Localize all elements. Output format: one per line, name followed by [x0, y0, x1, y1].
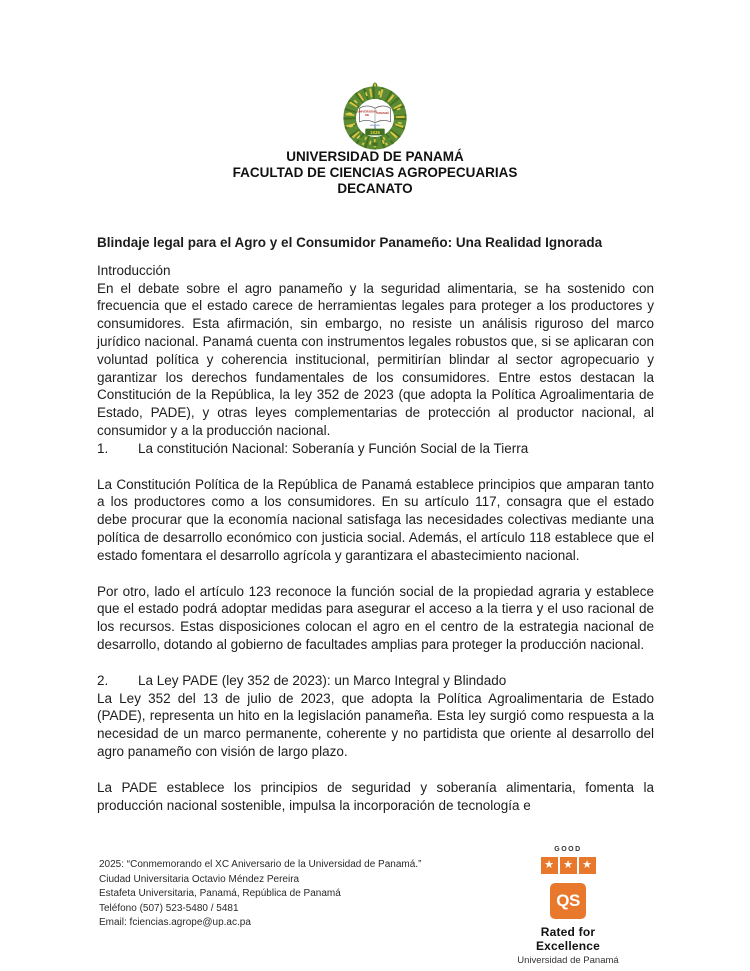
- section-number-1: 1.: [97, 440, 109, 456]
- star-icon: ★: [541, 857, 558, 874]
- letterhead-university: UNIVERSIDAD DE PANAMÁ: [286, 149, 464, 164]
- paragraph-article-123: Por otro, lado el artículo 123 reconoce la función social de la propiedad agraria y establece que el estado podrá adoptar medidas para asegurar el acceso a la tierra y el uso racional de los recursos. Estas disposiciones colocan el agro en el centro de la estrategia nacional de desarrollo, dotando al gobierno de facultades amplias para proteger la producción nacional.: [97, 583, 654, 652]
- paragraph-ley-352: La Ley 352 del 13 de julio de 2023, que adopta la Política Agroalimentaria de Estado (PADE), representa un hito en la legislación panameña. Esta ley surgió como respuesta a la necesidad de un marco permanente, coherente y no partidista que oriente al desarrollo del agro panameño con visión de largo plazo.: [97, 690, 654, 759]
- footer-email-line: Email: fciencias.agrope@up.ac.pa: [99, 917, 251, 929]
- qs-stars-row: [508, 857, 628, 874]
- letterhead-office: DECANATO: [337, 181, 413, 196]
- star-icon: ★: [560, 857, 577, 874]
- seal-book-line3: PANAMÁ: [376, 111, 390, 116]
- qs-org-label: Universidad de Panamá: [517, 955, 619, 966]
- seal-year: 1935: [370, 129, 380, 135]
- footer-phone-line: Teléfono (507) 523-5480 / 5481: [99, 902, 239, 914]
- section-number-2: 2.: [97, 672, 109, 688]
- university-seal: [0, 82, 750, 155]
- qs-rating-badge: [508, 846, 628, 966]
- seal-book-line1: UNIVERSIDAD: [357, 109, 378, 114]
- section-heading-2: La Ley PADE (ley 352 de 2023): un Marco Integral y Blindado: [138, 672, 507, 688]
- qs-rated-label: Rated for Excellence: [535, 925, 601, 953]
- paragraph-pade: La PADE establece los principios de seguridad y soberanía alimentaria, fomenta la producción nacional sostenible, impulsa la incorporación de tecnología e: [97, 779, 654, 813]
- qs-rating-label: GOOD: [554, 846, 582, 853]
- document-body: [97, 234, 654, 814]
- footer-contact: [99, 858, 499, 931]
- section-item-1: [97, 440, 654, 458]
- letterhead-faculty: FACULTAD DE CIENCIAS AGROPECUARIAS: [232, 165, 518, 180]
- qs-logo-icon: QS: [550, 883, 586, 919]
- section-heading-1: La constitución Nacional: Soberanía y Función Social de la Tierra: [138, 440, 529, 456]
- section-item-2: [97, 672, 654, 690]
- document-title: Blindaje legal para el Agro y el Consumidor Panameño: Una Realidad Ignorada: [97, 235, 603, 250]
- paragraph-introduction: En el debate sobre el agro panameño y la seguridad alimentaria, se ha sostenido con frecuencia que el estado carece de herramientas legales para proteger a los productores y consumidores. Esta afirmación, sin embargo, no resiste un análisis riguroso del marco jurídico nacional. Panamá cuenta con instrumentos legales robustos que, si se aplicaran con voluntad política y coherencia institucional, permitirían blindar al sector agropecuario y garantizar los derechos fundamentales de los consumidores. Entre estos destacan la Constitución de la República, la ley 352 de 2023 (que adopta la Política Agroalimentaria de Estado, PADE), y otras leyes complementarias de protección al productor nacional, al consumidor y a la producción nacional.: [97, 280, 654, 438]
- footer-address-line: Estafeta Universitaria, Panamá, República de Panamá: [99, 888, 341, 900]
- letterhead: [0, 149, 750, 197]
- university-seal-icon: [336, 82, 414, 150]
- footer-anniversary-line: 2025: “Conmemorando el XC Aniversario de la Universidad de Panamá.”: [99, 859, 422, 870]
- footer-campus-line: Ciudad Universitaria Octavio Méndez Pereira: [99, 873, 300, 885]
- intro-heading: Introducción: [97, 262, 171, 278]
- seal-book-line2: DE: [365, 113, 370, 117]
- star-icon: ★: [579, 857, 596, 874]
- paragraph-constitution: La Constitución Política de la República de Panamá establece principios que amparan tanto a los productores como a los consumidores. En su artículo 117, consagra que el estado debe procurar que la economía nacional satisfaga las necesidades colectivas mediante una política de desarrollo económico con justicia social. Además, el artículo 118 establece que el estado fomentara el desarrollo agrícola y garantizara el abastecimiento nacional.: [97, 476, 654, 563]
